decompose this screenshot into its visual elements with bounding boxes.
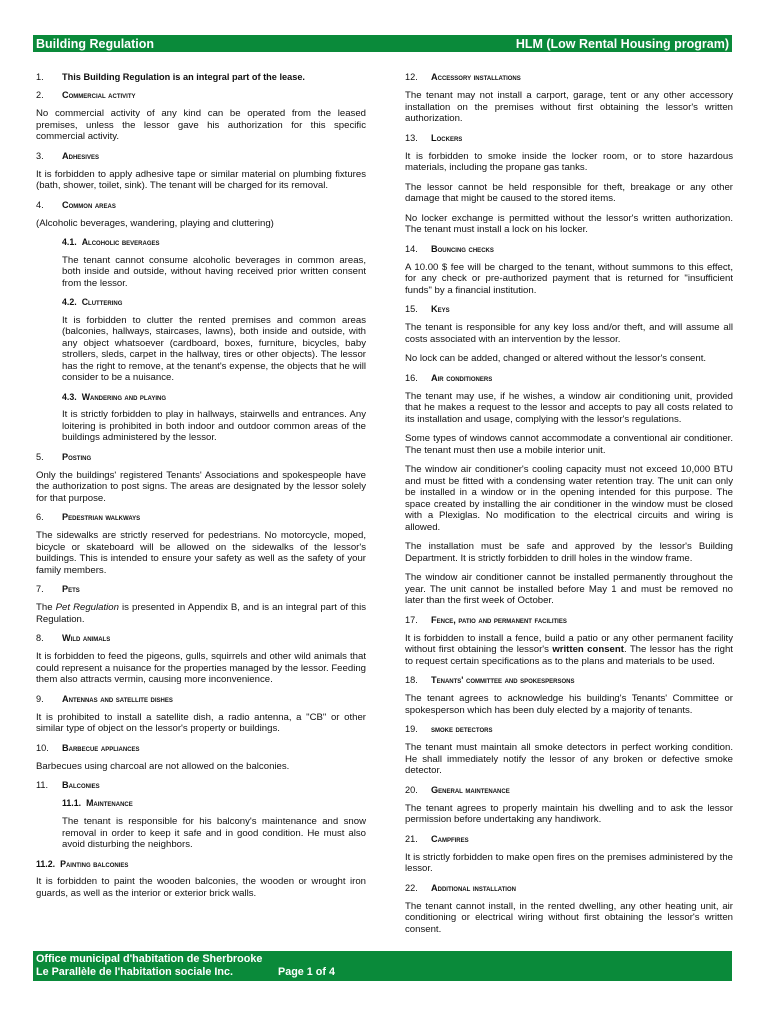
section-text: (Alcoholic beverages, wandering, playing and cluttering) <box>36 217 274 229</box>
section-heading: 17. Fence, patio and permanent facilities <box>405 614 567 625</box>
section-text: The window air conditioner's cooling capacity must not exceed 10,000 BTU and must be fitted with a condensing water retention tray. The unit can only be installed in a window or in the opening intended for this purpose. The space created by installing the air conditioner in the window must be closed with a Plexiglas. No modification to the electrical circuits and wiring is allowed. <box>405 464 733 533</box>
section-text: The lessor cannot be held responsible for theft, breakage or any other damage that might be caused to the stored items. <box>405 181 733 205</box>
section-text: The tenant cannot install, in the rented dwelling, any other heating unit, air conditioning or electrical wiring without first obtaining the lessor's written consent. <box>405 900 733 935</box>
section-heading: 19. smoke detectors <box>405 724 493 735</box>
section-heading: 13. Lockers <box>405 132 463 143</box>
document-title: Building Regulation <box>36 36 155 51</box>
footer-org-secondary: Le Parallèle de l'habitation sociale Inc. <box>36 966 233 979</box>
subsection-block <box>36 798 366 850</box>
section-text: It is prohibited to install a satellite dish, a radio antenna, a "CB" or other similar type of object on the lessor's property or buildings. <box>36 711 366 735</box>
section-text: The tenant agrees to acknowledge his building's Tenants' Committee or spokesperson which has been duly elected by a majority of tenants. <box>405 693 733 716</box>
subsection-heading: 4.1. Alcoholic beverages <box>62 237 160 248</box>
section-heading: 4. Common areas <box>36 199 116 210</box>
section-text: Only the buildings' registered Tenants' Associations and spokespeople have the authorization to post signs. The areas are designated by the lessor solely for that purpose. <box>36 469 366 504</box>
section-text: A 10.00 $ fee will be charged to the tenant, without summons to this effect, for any check or pre-authorized payment that is returned for "insufficient funds" by a financial institution. <box>405 261 733 296</box>
section-text: Some types of windows cannot accommodate a conventional air conditioner. The tenant must then use a mobile interior unit. <box>405 433 733 456</box>
section-heading: 22. Additional installation <box>405 882 516 893</box>
section-heading: 16. Air conditioners <box>405 372 493 383</box>
section-text: It is forbidden to feed the pigeons, gulls, squirrels and other wild animals that could represent a nuisance for the properties managed by the lessor. Feeding them also attracts vermin, causing more inconvenience. <box>36 651 366 686</box>
section-heading: 15. Keys <box>405 304 450 315</box>
right-column <box>405 72 733 943</box>
section-text: It is forbidden to smoke inside the locker room, or to store hazardous materials, including the propane gas tanks. <box>405 150 733 174</box>
subsection-heading: 11.2. Painting balconies <box>36 858 129 869</box>
section-heading: 11. Balconies <box>36 780 100 791</box>
section-heading: 8. Wild animals <box>36 633 111 644</box>
section-text: No lock can be added, changed or altered without the lessor's consent. <box>405 353 707 365</box>
section-heading: 10. Barbecue appliances <box>36 742 140 753</box>
program-name: HLM (Low Rental Housing program) <box>515 36 729 51</box>
section-heading: 9. Antennas and satellite dishes <box>36 693 173 704</box>
written-consent-emphasis: written consent <box>552 644 624 656</box>
section-heading: 20. General maintenance <box>405 784 510 795</box>
section-heading: 21. Campfires <box>405 833 469 844</box>
section-text: No locker exchange is permitted without the lessor's written authorization. The tenant must install a lock on his locker. <box>405 212 733 236</box>
left-column <box>36 72 366 907</box>
section-text: The tenant cannot consume alcoholic beverages in common areas, both inside and outside, without having received prior written consent from the lessor. <box>62 254 366 289</box>
section-text: It is strictly forbidden to make open fires on the premises administered by the lessor. <box>405 851 733 875</box>
section-heading: 3. Adhesives <box>36 150 99 161</box>
section-heading: 6. Pedestrian walkways <box>36 512 141 523</box>
section-heading: 2. Commercial activity <box>36 90 136 101</box>
footer-org-primary: Office municipal d'habitation de Sherbrooke <box>36 953 263 965</box>
subsection-heading: 11.1. Maintenance <box>62 798 133 809</box>
subsection-heading: 4.2. Cluttering <box>62 297 123 308</box>
section-text: The tenant agrees to properly maintain his dwelling and to ask the lessor permission before undertaking any handiwork. <box>405 802 733 826</box>
section-heading: 1. This Building Regulation is an integral part of the lease. <box>36 72 305 82</box>
section-text: No commercial activity of any kind can be operated from the leased premises, unless the lessor gave his authorization for this specific commercial activity. <box>36 108 366 143</box>
section-text: It is forbidden to apply adhesive tape or similar material on plumbing fixtures (bath, shower, toilet, sink). The tenant will be charged for its removal. <box>36 168 366 192</box>
section-text: The installation must be safe and approved by the lessor's Building Department. It is strictly forbidden to drill holes in the window frame. <box>405 541 733 564</box>
section-text: The tenant may not install a carport, garage, tent or any other accessory installation on the premises without first obtaining the lessor's written authorization. <box>405 90 733 125</box>
section-text: Barbecues using charcoal are not allowed on the balconies. <box>36 760 290 772</box>
section-heading: 18. Tenants' committee and spokespersons <box>405 675 575 686</box>
section-text: The Pet Regulation is presented in Appendix B, and is an integral part of this Regulation. <box>36 602 367 625</box>
section-text: It is strictly forbidden to play in hallways, stairwells and entrances. Any loitering is prohibited in both indoor and outdoor common areas of the buildings administered by the lessor. <box>62 409 366 444</box>
section-text: The window air conditioner cannot be installed permanently throughout the year. The unit cannot be installed before May 1 and must be removed no later than the first week of October. <box>405 572 733 607</box>
page-number: Page 1 of 4 <box>278 966 336 979</box>
section-heading: 5. Posting <box>36 451 92 462</box>
section-text: It is forbidden to install a fence, build a patio or any other permanent facility without first obtaining the lessor's written consent. The lessor has the right to request certain specifications as to the plans and materials to be used. <box>405 632 733 667</box>
footer-bar <box>33 951 732 981</box>
subsection-heading: 4.3. Wandering and playing <box>62 391 166 402</box>
section-text: It is forbidden to paint the wooden balconies, the wooden or wrought iron guards, as well as the interior or exterior brick walls. <box>36 876 366 899</box>
section-text: The tenant may use, if he wishes, a window air conditioning unit, provided that he makes a request to the lessor and accepts to pay all costs related to its installation and usage, complying with the lessor's regulations. <box>405 390 733 425</box>
section-text: The tenant is responsible for any key loss and/or theft, and will assume all costs associated with an intervention by the lessor. <box>405 322 733 345</box>
subsection-block <box>36 237 366 444</box>
section-heading: 14. Bouncing checks <box>405 243 494 254</box>
pet-regulation-title: Pet Regulation <box>55 602 119 614</box>
footer-row <box>36 966 729 979</box>
section-text: The tenant is responsible for his balcony's maintenance and snow removal in order to keep it safe and in good condition. He must also avoid disturbing the neighbors. <box>62 816 366 851</box>
section-text: The sidewalks are strictly reserved for pedestrians. No motorcycle, moped, bicycle or skateboard will be allowed on the sidewalks of the lessor's buildings. This is intended to ensure your safety as well as the safety of your family members. <box>36 530 366 576</box>
section-text: It is forbidden to clutter the rented premises and common areas (balconies, hallways, staircases, lawns), both inside and outside, with any object whatsoever (cardboard, boxes, furniture, bicycles, baby strollers, sleds, carpet in the hallway, tires or other objects). The lessor has the right to remove, at the tenant's expense, the objects that he will consider to be a nuisance. <box>62 314 366 384</box>
section-heading: 7. Pets <box>36 584 80 595</box>
section-heading: 12. Accessory installations <box>405 72 521 82</box>
header-bar <box>33 35 732 52</box>
section-text: The tenant must maintain all smoke detectors in perfect working condition. He shall immediately notify the lessor of any broken or defective smoke detector. <box>405 742 733 777</box>
